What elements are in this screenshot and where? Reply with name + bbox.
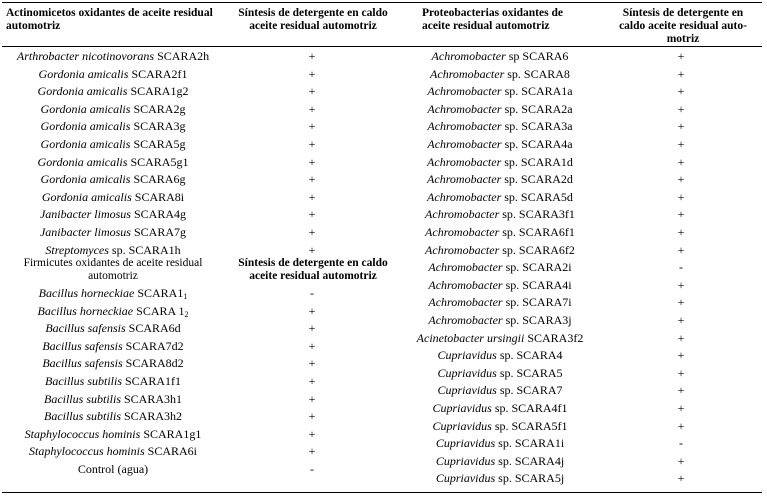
detergent-result: +	[677, 225, 685, 239]
detergent-result: +	[677, 172, 685, 187]
detergent-result: -	[310, 462, 314, 476]
strain-code: SCARA6g	[130, 172, 186, 187]
strain-code: sp. SCARA1i	[495, 436, 565, 451]
genus-name: Arthrobacter nicotinovorans	[16, 49, 155, 63]
genus-name: Cupriavidus	[432, 418, 492, 433]
strain-name	[2, 426, 224, 444]
strain-name	[400, 66, 600, 84]
strain-name	[2, 66, 224, 84]
genus-name: Achromobacter	[425, 225, 500, 239]
strain-name	[400, 242, 600, 260]
strain-code: sp. SCARA5f1	[491, 418, 568, 433]
detergent-result: +	[677, 84, 685, 99]
table-bottom-rule	[2, 492, 762, 493]
genus-name: Achromobacter	[427, 84, 502, 99]
genus-name: Achromobacter	[427, 101, 502, 116]
strain-code: sp. SCARA2d	[501, 172, 573, 187]
strain-code: sp. SCARA7	[496, 383, 563, 398]
strain-name	[2, 118, 224, 136]
strain-name	[400, 83, 600, 101]
genus-name: Gordonia amicalis	[37, 154, 128, 169]
detergent-result: +	[308, 119, 316, 134]
detergent-result: +	[308, 101, 316, 116]
genus-name: Achromobacter	[431, 49, 506, 63]
strain-code: sp. SCARA6f2	[499, 242, 575, 257]
detergent-result: +	[677, 330, 685, 345]
genus-name: Gordonia amicalis	[38, 66, 129, 81]
strain-code: SCARA2h	[154, 49, 210, 63]
strain-code: sp SCARA6	[505, 49, 569, 63]
genus-name: Achromobacter	[425, 242, 500, 257]
genus-name: Cupriavidus	[435, 453, 496, 468]
genus-name: Janibacter limosus	[39, 225, 131, 239]
genus-name: Achromobacter	[428, 295, 503, 310]
genus-name: Gordonia amicalis	[37, 84, 128, 99]
genus-name: Gordonia amicalis	[40, 172, 131, 187]
header-rule	[2, 46, 762, 47]
strain-subscript: 1	[183, 292, 188, 301]
strain-name	[400, 259, 600, 277]
detergent-result: -	[310, 286, 314, 300]
strain-code: sp. SCARA7i	[502, 295, 572, 310]
strain-name	[400, 347, 600, 365]
genus-name: Bacillus safensis	[42, 338, 123, 353]
strain-name	[400, 118, 600, 136]
genus-name: Achromobacter	[427, 172, 502, 187]
strain-code: sp. SCARA2a	[501, 101, 573, 116]
strain-name	[400, 400, 600, 418]
strain-code: sp. SCARA4f1	[491, 401, 568, 415]
strain-code: SCARA3f2	[524, 330, 584, 345]
strain-name	[400, 365, 600, 383]
strain-name	[400, 330, 600, 348]
strain-code: SCARA3g	[130, 119, 186, 134]
strain-code: SCARA6i	[144, 444, 197, 459]
header-proteobacterias: Proteobacterias oxidantes de aceite residual automotriz	[422, 7, 563, 32]
genus-name: Bacillus safensis	[45, 321, 126, 336]
strain-code: sp. SCARA1a	[501, 84, 573, 99]
strain-code: SCARA3h1	[121, 391, 183, 406]
detergent-result: +	[308, 172, 316, 187]
genus-name: Staphylococcus hominis	[28, 444, 145, 459]
detergent-result: +	[308, 242, 316, 257]
genus-name: Gordonia amicalis	[41, 189, 132, 204]
detergent-result: +	[677, 348, 685, 363]
header-actinomicetos: Actinomicetos oxidantes de aceite residual automotriz	[6, 7, 213, 32]
genus-name: Achromobacter	[427, 119, 502, 134]
genus-name: Bacillus subtilis	[43, 409, 121, 424]
strain-code: SCARA2g	[130, 101, 186, 116]
strain-code: SCARA1f1	[122, 374, 182, 388]
detergent-result: +	[677, 154, 685, 169]
detergent-result: +	[677, 383, 685, 398]
genus-name: Achromobacter	[427, 189, 502, 204]
subheader-sintesis: Síntesis de detergente en caldo aceite residual automotriz	[238, 257, 388, 282]
strain-code: sp. SCARA3f1	[499, 207, 575, 222]
detergent-result: +	[677, 418, 685, 433]
genus-name: Achromobacter	[427, 137, 502, 151]
strain-name	[2, 373, 224, 391]
detergent-result: +	[677, 137, 685, 151]
genus-name: Achromobacter	[428, 260, 503, 275]
detergent-result: +	[308, 426, 316, 441]
detergent-result: +	[308, 49, 316, 63]
detergent-result: +	[308, 391, 316, 406]
detergent-result: -	[679, 436, 683, 451]
header-sintesis-1: Síntesis de detergente en caldo aceite residual automotriz	[238, 7, 388, 32]
table-top-rule	[2, 2, 762, 3]
detergent-result: +	[308, 225, 316, 239]
strain-code: sp. SCARA6f1	[499, 225, 575, 239]
detergent-result: +	[677, 207, 685, 222]
strain-code: SCARA4g	[130, 207, 186, 222]
strain-code: SCARA 1	[133, 303, 185, 318]
strain-name	[400, 171, 600, 189]
strain-code: SCARA1g2	[127, 84, 189, 99]
genus-name: Bacillus horneckiae	[37, 303, 134, 318]
detergent-result: +	[308, 444, 316, 459]
detergent-result: +	[308, 338, 316, 353]
strain-name	[2, 48, 224, 66]
strain-code: sp. SCARA3a	[501, 119, 573, 134]
strain-code: SCARA7g	[130, 225, 186, 239]
strain-name	[400, 435, 600, 453]
strain-name	[400, 189, 600, 207]
strain-code: SCARA5g1	[127, 154, 189, 169]
strain-code: sp. SCARA2i	[502, 260, 572, 275]
strain-name	[2, 461, 224, 479]
genus-name: Cupriavidus	[437, 348, 497, 363]
detergent-result: +	[308, 303, 316, 318]
strain-code: SCARA2f1	[128, 66, 188, 81]
strain-name	[400, 277, 600, 295]
detergent-result: +	[677, 119, 685, 134]
strain-code: sp. SCARA5	[496, 365, 563, 380]
strain-name	[400, 453, 600, 471]
strain-code: sp. SCARA4j	[495, 453, 565, 468]
genus-name: Bacillus subtilis	[43, 391, 121, 406]
genus-name: Janibacter limosus	[39, 207, 131, 222]
genus-name: Cupriavidus	[435, 436, 496, 451]
genus-name: Achromobacter	[425, 207, 500, 222]
strain-code: sp. SCARA4i	[502, 277, 572, 292]
genus-name: Cupriavidus	[435, 471, 496, 486]
strain-name	[2, 83, 224, 101]
strain-code: Control (agua)	[77, 462, 149, 476]
strain-code: SCARA7d2	[122, 338, 184, 353]
genus-name: Streptomyces	[45, 242, 109, 257]
strain-name	[2, 206, 224, 224]
genus-name: Bacillus horneckiae	[38, 286, 135, 300]
strain-code: sp. SCARA4a	[501, 137, 573, 151]
strain-subscript: 2	[184, 309, 189, 319]
strain-name	[400, 48, 600, 66]
detergent-result: +	[677, 295, 685, 310]
strain-name	[400, 294, 600, 312]
strain-code: SCARA8d2	[122, 356, 184, 371]
detergent-result: +	[677, 365, 685, 380]
detergent-result: +	[677, 277, 685, 292]
strain-code: SCARA5g	[130, 137, 186, 151]
detergent-result: +	[677, 242, 685, 257]
detergent-result: +	[677, 66, 685, 81]
subheader-firmicutes: Firmicutes oxidantes de aceite residual automotriz	[23, 257, 203, 282]
genus-name: Achromobacter	[427, 154, 502, 169]
genus-name: Gordonia amicalis	[40, 101, 131, 116]
strain-code: sp. SCARA1d	[501, 154, 573, 169]
detergent-result: +	[308, 409, 316, 424]
detergent-result: +	[308, 356, 316, 371]
strain-name	[400, 206, 600, 224]
detergent-result: +	[677, 453, 685, 468]
strain-name	[400, 470, 600, 488]
genus-name: Acinetobacter ursingii	[416, 330, 525, 345]
strain-name	[400, 312, 600, 330]
strain-name	[2, 303, 224, 321]
detergent-result: +	[308, 374, 316, 388]
genus-name: Achromobacter	[430, 66, 505, 81]
detergent-result: +	[677, 471, 685, 486]
strain-code: SCARA3h2	[121, 409, 183, 424]
strain-name	[2, 101, 224, 119]
strain-name	[2, 154, 224, 172]
strain-name	[400, 418, 600, 436]
detergent-result: +	[308, 137, 316, 151]
detergent-result: +	[308, 207, 316, 222]
strain-code: SCARA8i	[131, 189, 185, 204]
strain-name	[400, 382, 600, 400]
strain-code: SCARA1	[134, 286, 184, 300]
strain-code: sp. SCARA5j	[495, 471, 565, 486]
detergent-result: +	[308, 66, 316, 81]
detergent-result: +	[308, 84, 316, 99]
detergent-result: +	[308, 321, 316, 336]
strain-name	[2, 355, 224, 373]
strain-name	[2, 408, 224, 426]
detergent-result: +	[677, 401, 685, 415]
header-sintesis-2: Síntesis de detergente en caldo aceite residual auto-motriz	[619, 7, 747, 45]
genus-name: Achromobacter	[428, 277, 503, 292]
strain-code: SCARA1g1	[140, 426, 202, 441]
strain-name	[2, 285, 224, 303]
strain-code: SCARA6d	[125, 321, 181, 336]
genus-name: Staphylococcus hominis	[24, 426, 141, 441]
strain-name	[2, 171, 224, 189]
strain-name	[400, 136, 600, 154]
strain-code: sp. SCARA8	[504, 66, 570, 81]
strain-name	[2, 338, 224, 356]
genus-name: Bacillus safensis	[42, 356, 123, 371]
genus-name: Bacillus subtilis	[44, 374, 122, 388]
detergent-result: +	[677, 101, 685, 116]
detergent-result: +	[677, 49, 685, 63]
detergent-result: +	[677, 313, 685, 327]
strain-name	[2, 189, 224, 207]
strain-name	[400, 101, 600, 119]
strain-name	[400, 154, 600, 172]
strain-name	[400, 224, 600, 242]
detergent-result: -	[679, 260, 683, 275]
strain-code: sp. SCARA1h	[108, 242, 181, 257]
results-table	[2, 2, 765, 495]
strain-name	[2, 224, 224, 242]
genus-name: Cupriavidus	[432, 401, 492, 415]
strain-name	[2, 391, 224, 409]
genus-name: Cupriavidus	[437, 383, 497, 398]
strain-code: sp. SCARA5d	[501, 189, 573, 204]
strain-code: sp. SCARA4	[496, 348, 563, 363]
strain-name	[2, 136, 224, 154]
genus-name: Cupriavidus	[437, 365, 497, 380]
genus-name: Achromobacter	[428, 313, 503, 327]
strain-name	[2, 443, 224, 461]
detergent-result: +	[308, 154, 316, 169]
detergent-result: +	[677, 189, 685, 204]
strain-name	[2, 320, 224, 338]
strain-code: sp. SCARA3j	[502, 313, 572, 327]
genus-name: Gordonia amicalis	[40, 137, 131, 151]
genus-name: Gordonia amicalis	[40, 119, 131, 134]
detergent-result: +	[308, 189, 316, 204]
